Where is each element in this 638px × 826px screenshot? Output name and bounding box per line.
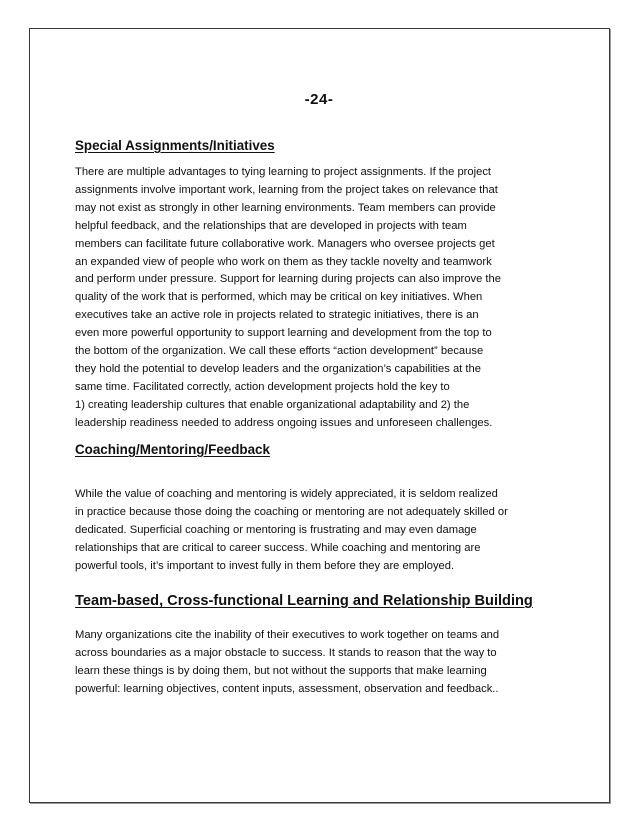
text-line: they hold the potential to develop leaders and the organization’s capabilities at the bbox=[75, 362, 481, 375]
text-line: assignments involve important work, learning from the project takes on relevance that bbox=[75, 183, 498, 196]
text-line: in practice because those doing the coaching or mentoring are not adequately skilled or bbox=[75, 505, 508, 518]
text-line: members can facilitate future collaborative work. Managers who oversee projects get bbox=[75, 237, 495, 250]
section-body-coaching-mentoring bbox=[75, 486, 565, 576]
text-line: Many organizations cite the inability of their executives to work together on teams and bbox=[75, 629, 500, 641]
text-line: even more powerful opportunity to support learning and development from the top to bbox=[75, 327, 492, 340]
text-line: executives take an active role in projects related to strategic initiatives, there is an bbox=[75, 309, 479, 322]
section-heading-special-assignments: Special Assignments/Initiatives bbox=[75, 138, 275, 153]
text-line: learn these things is by doing them, but not without the supports that make learning bbox=[75, 664, 487, 677]
text-line: helpful feedback, and the relationships that are developed in projects with team bbox=[75, 219, 467, 232]
text-line: leadership readiness needed to address ongoing issues and unforeseen challenges. bbox=[75, 416, 493, 429]
section-heading-coaching-mentoring: Coaching/Mentoring/Feedback bbox=[75, 442, 270, 457]
text-line: dedicated. Superficial coaching or mentoring is frustrating and may even damage bbox=[75, 523, 477, 536]
page-number: -24- bbox=[304, 91, 334, 108]
text-line: may not exist as strongly in other learning environments. Team members can provide bbox=[75, 201, 496, 214]
text-line: the bottom of the organization. We call these efforts “action development” because bbox=[75, 345, 484, 358]
text-line: across boundaries as a major obstacle to success. It stands to reason that the way to bbox=[75, 646, 497, 659]
text-line: relationships that are critical to career success. While coaching and mentoring are bbox=[75, 541, 481, 554]
section-heading-team-based-learning: Team-based, Cross-functional Learning and Relationship Building bbox=[75, 593, 533, 609]
text-line: 1) creating leadership cultures that enable organizational adaptability and 2) the bbox=[75, 398, 470, 411]
section-body-special-assignments bbox=[75, 164, 565, 433]
text-line: quality of the work that is performed, which may be critical on key initiatives. When bbox=[75, 291, 483, 304]
text-line: same time. Facilitated correctly, action development projects hold the key to bbox=[75, 380, 450, 393]
text-line: There are multiple advantages to tying learning to project assignments. If the project bbox=[75, 166, 492, 178]
text-line: powerful: learning objectives, content inputs, assessment, observation and feedback.. bbox=[75, 682, 499, 695]
text-line: While the value of coaching and mentoring is widely appreciated, it is seldom realized bbox=[75, 488, 498, 500]
text-line: an expanded view of people who work on them as they tackle novelty and teamwork bbox=[75, 255, 492, 268]
text-line: powerful tools, it’s important to invest fully in them before they are employed. bbox=[75, 559, 455, 572]
text-line: and perform under pressure. Support for learning during projects can also improve the bbox=[75, 273, 501, 286]
section-body-team-based-learning bbox=[75, 627, 565, 699]
